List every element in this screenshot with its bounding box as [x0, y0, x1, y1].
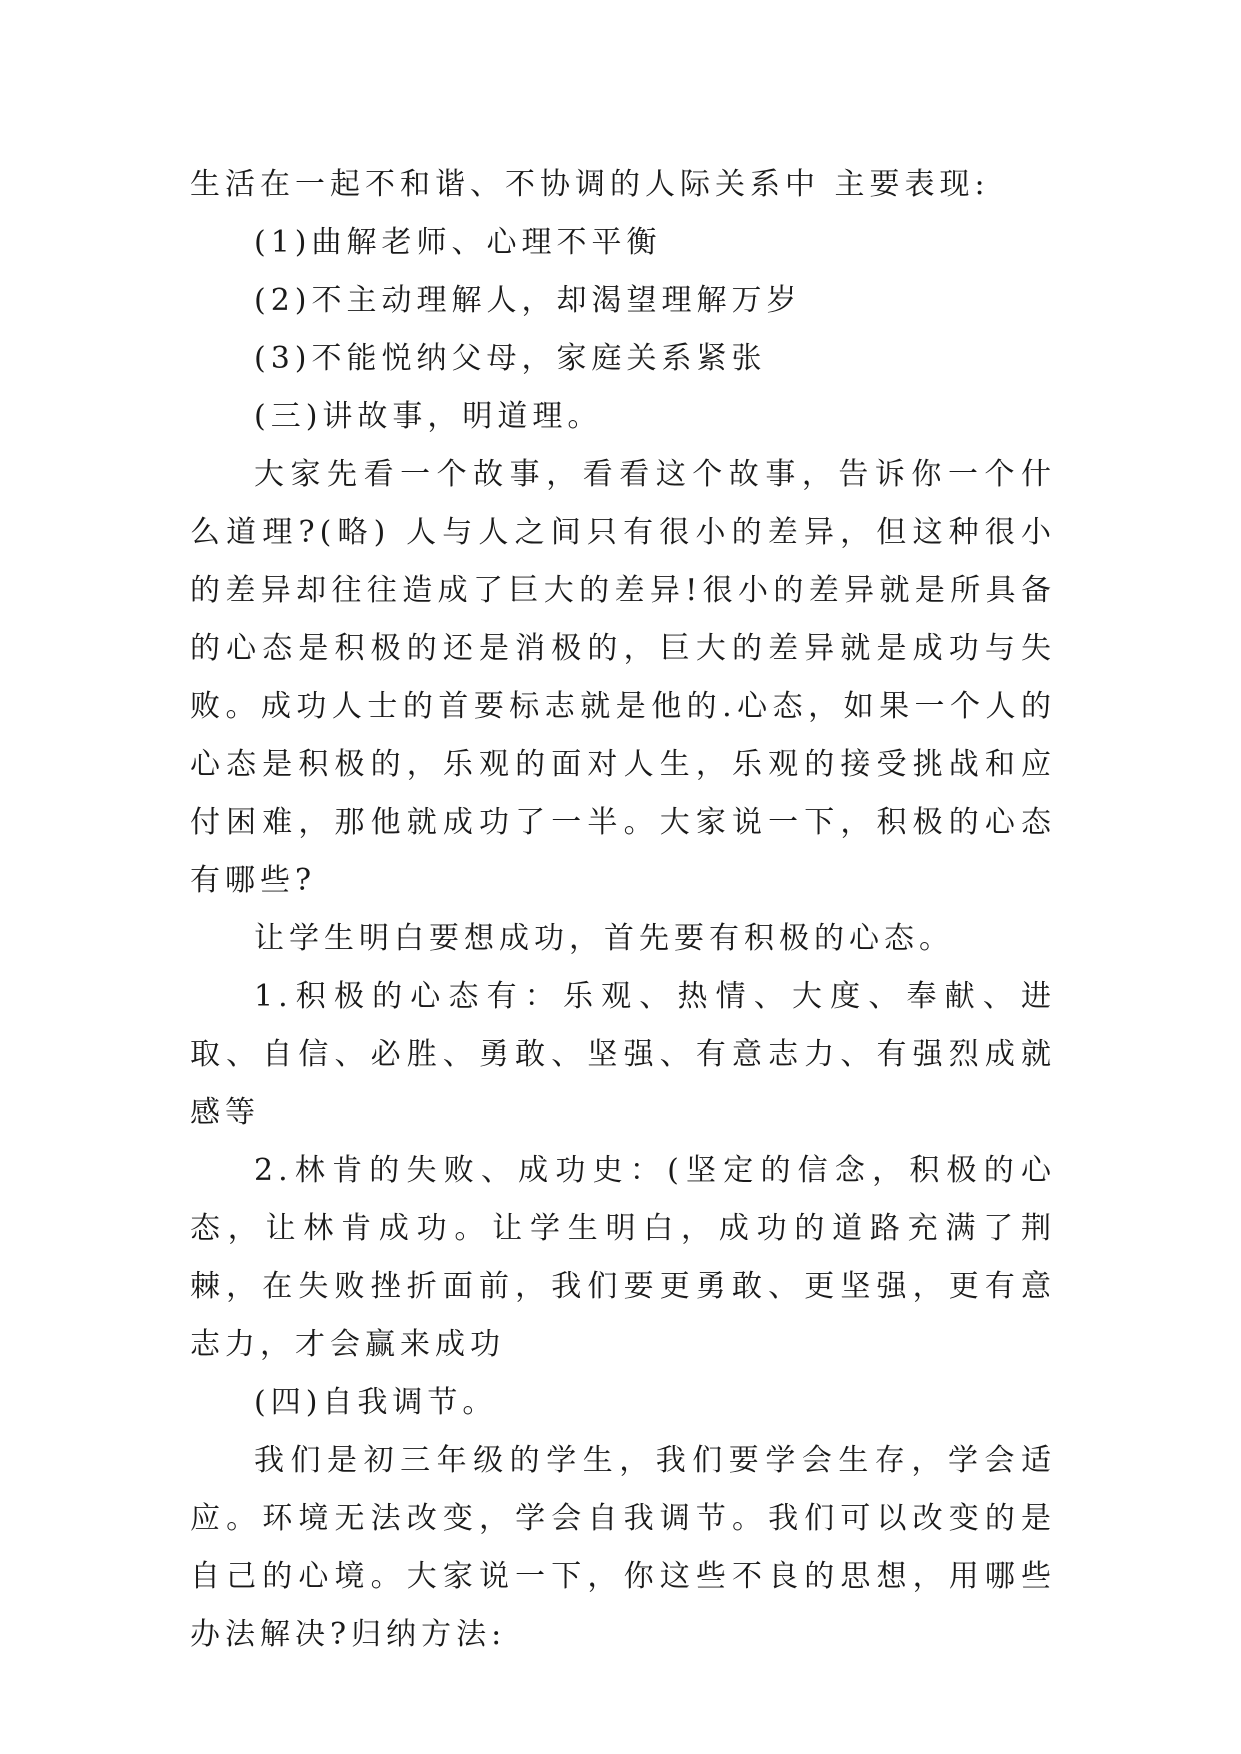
paragraph: (2)不主动理解人，却渴望理解万岁: [254, 283, 802, 318]
paragraph: (三)讲故事，明道理。: [254, 399, 603, 434]
paragraph: (四)自我调节。: [254, 1385, 498, 1420]
paragraph: 1.积极的心态有：乐观、热情、大度、奉献、进取、自信、必胜、勇敢、坚强、有意志力、有强烈成就感等: [190, 979, 1056, 1130]
document-body: [190, 156, 1056, 1664]
paragraph: (3)不能悦纳父母，家庭关系紧张: [254, 341, 767, 376]
paragraph: 2.林肯的失败、成功史：(坚定的信念，积极的心态，让林肯成功。让学生明白，成功的道路充满了荆棘，在失败挫折面前，我们要更勇敢、更坚强，更有意志力，才会赢来成功: [190, 1153, 1056, 1362]
paragraph: 让学生明白要想成功，首先要有积极的心态。: [254, 921, 954, 956]
paragraph: (1)曲解老师、心理不平衡: [254, 225, 662, 260]
paragraph: 大家先看一个故事，看看这个故事，告诉你一个什么道理?(略) 人与人之间只有很小的差异，但这种很小的差异却往往造成了巨大的差异!很小的差异就是所具备的心态是积极的还是消极的，巨大的差异就是成功与失败。成功人士的首要标志就是他的.心态，如果一个人的心态是积极的，乐观的面对人生，乐观的接受挑战和应付困难，那他就成功了一半。大家说一下，积极的心态有哪些?: [190, 457, 1056, 898]
paragraph: 生活在一起不和谐、不协调的人际关系中 主要表现:: [190, 167, 990, 202]
paragraph: 我们是初三年级的学生，我们要学会生存，学会适应。环境无法改变，学会自我调节。我们可以改变的是自己的心境。大家说一下，你这些不良的思想，用哪些办法解决?归纳方法:: [190, 1443, 1056, 1652]
